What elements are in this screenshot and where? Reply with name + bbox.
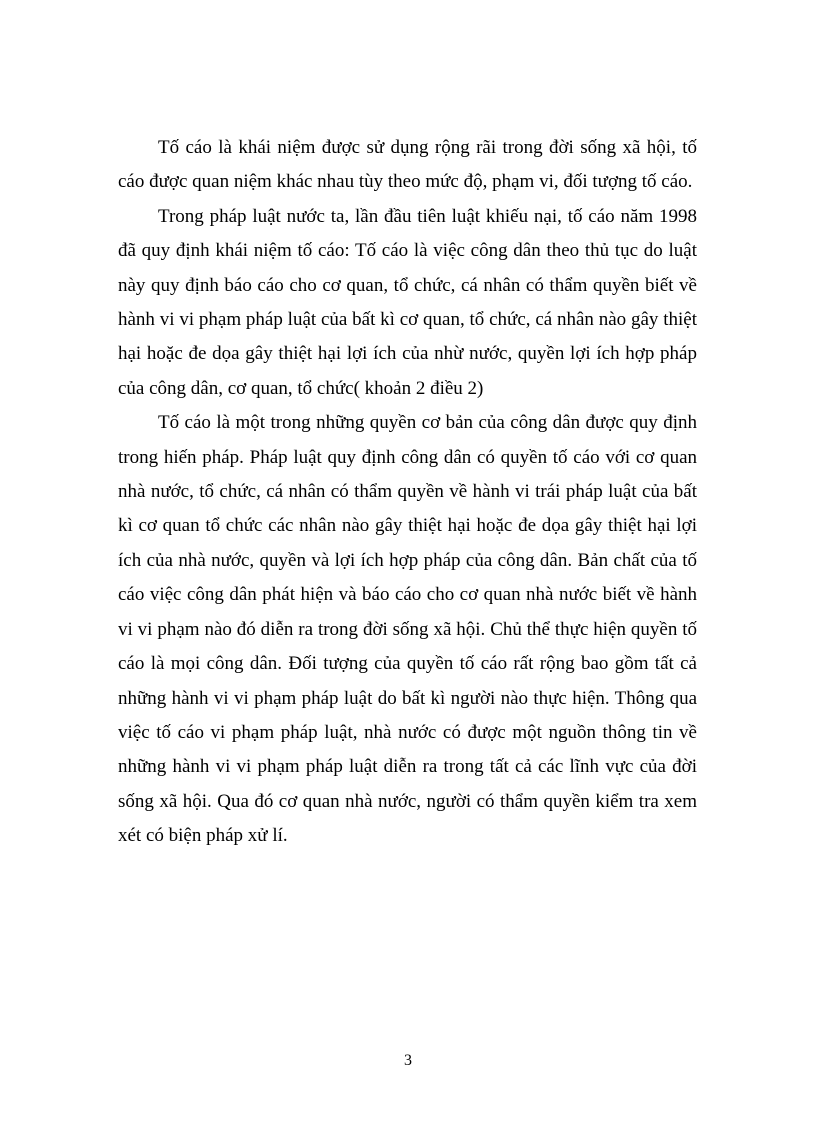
paragraph-definition-intro: Tố cáo là khái niệm được sử dụng rộng rãi trong đời sống xã hội, tố cáo được quan niệm khác nhau tùy theo mức độ, phạm vi, đối tượng tố cáo. [118, 137, 697, 193]
paragraph-law-1998: Trong pháp luật nước ta, lần đầu tiên luật khiếu nại, tố cáo năm 1998 đã quy định khái niệm tố cáo: Tố cáo là việc công dân theo thủ tục do luật này quy định báo cáo cho cơ quan, tổ chức, cá nhân có thẩm quyền biết về hành vi vi phạm pháp luật của bất kì cơ quan, tổ chức, cá nhân nào gây thiệt hại hoặc đe dọa gây thiệt hại lợi ích của nhừ nước, quyền lợi ích hợp pháp của công dân, cơ quan, tổ chức( khoản 2 điều 2) [118, 205, 697, 399]
paragraph-basic-right: Tố cáo là một trong những quyền cơ bản của công dân được quy định trong hiến pháp. Pháp luật quy định công dân có quyền tố cáo với cơ quan nhà nước, tổ chức, cá nhân có thẩm quyền về hành vi trái pháp luật của bất kì cơ quan tổ chức các nhân nào gây thiệt hại hoặc đe dọa gây thiệt hại lợi ích của nhà nước, quyền và lợi ích hợp pháp của công dân. Bản chất của tố cáo việc công dân phát hiện và báo cáo cho cơ quan nhà nước biết về hành vi vi phạm nào đó diễn ra trong đời sống xã hội. Chủ thể thực hiện quyền tố cáo là mọi công dân. Đối tượng của quyền tố cáo rất rộng bao gồm tất cả những hành vi vi phạm pháp luật do bất kì người nào thực hiện. Thông qua việc tố cáo vi phạm pháp luật, nhà nước có được một nguồn thông tin về những hành vi vi phạm pháp luật diễn ra trong tất cả các lĩnh vực của đời sống xã hội. Qua đó cơ quan nhà nước, người có thẩm quyền kiểm tra xem xét có biện pháp xử lí. [118, 412, 697, 847]
body-text [118, 131, 697, 854]
page-number: 3 [404, 1052, 412, 1069]
